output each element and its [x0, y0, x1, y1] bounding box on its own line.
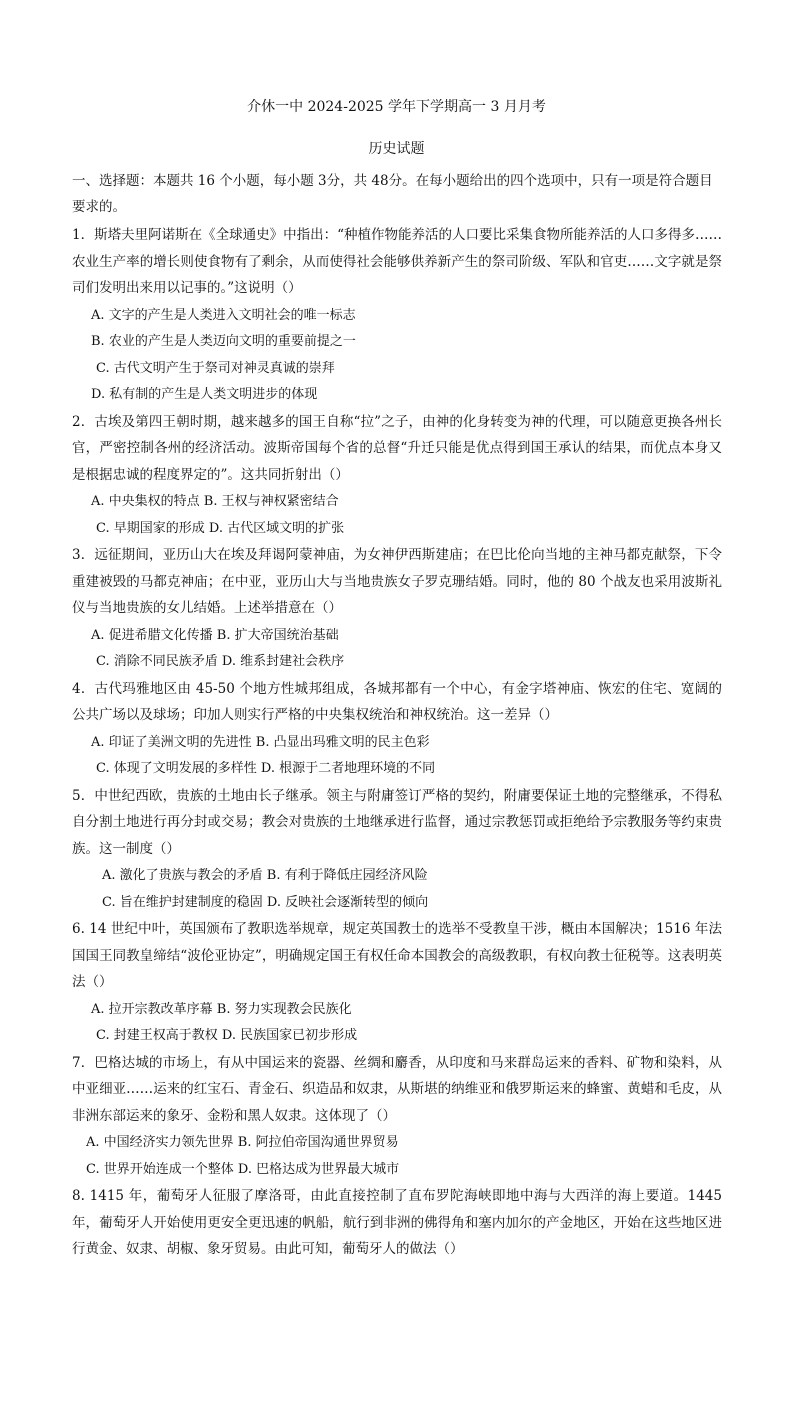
option-c-d: C. 旨在维护封建制度的稳固 D. 反映社会逐渐转型的倾向 — [102, 894, 429, 910]
option-c-d: C. 早期国家的形成 D. 古代区域文明的扩张 — [96, 520, 345, 536]
option-a-b: A. 中央集权的特点 B. 王权与神权紧密结合 — [91, 494, 339, 509]
question-stem: 1．斯塔夫里阿诺斯在《全球通史》中指出：“种植作物能养活的人口要比采集食物所能养活的人口多得多……农业生产率的增长则使食物有了剩余，从而使得社会能够供养新产生的祭司阶级、军队和官吏……文字就是祭司们发明出来用以记事的。”这说明（） — [72, 227, 722, 296]
option-c-d: C. 消除不同民族矛盾 D. 维系封建社会秩序 — [96, 654, 345, 669]
question-2 — [72, 409, 722, 543]
option-a-b: A. 拉开宗教改革序幕 B. 努力实现教会民族化 — [91, 1001, 352, 1017]
question-stem: 3．远征期间，亚历山大在埃及拜谒阿蒙神庙，为女神伊西斯建庙；在巴比伦向当地的主神马都克献祭，下令重建被毁的马都克神庙；在中亚，亚历山大与当地贵族女子罗克珊结婚。同时，他的 80 个战友也采用波斯礼仪与当地贵族的女儿结婚。上述举措意在（） — [72, 547, 722, 616]
option-c-d: C. 世界开始连成一个整体 D. 巴格达成为世界最大城市 — [86, 1161, 400, 1177]
exam-title: 介休一中 2024-2025 学年下学期高一 3 月月考 — [247, 99, 546, 115]
section-heading: 一、选择题：本题共 16 个小题，每小题 3分，共 48分。在每小题给出的四个选项中，只有一项是符合题目要求的。 — [72, 173, 713, 215]
exam-content — [72, 168, 722, 1264]
option-a-b: A. 激化了贵族与教会的矛盾 B. 有利于降低庄园经济风险 — [102, 868, 428, 883]
option-a-b: A. 中国经济实力领先世界 B. 阿拉伯帝国沟通世界贸易 — [86, 1135, 399, 1150]
question-stem: 7．巴格达城的市场上，有从中国运来的瓷器、丝绸和麝香，从印度和马来群岛运来的香料、矿物和染料，从中亚细亚……运来的红宝石、青金石、织造品和奴隶，从斯堪的纳维亚和俄罗斯运来的蜂蜜、黄蜡和毛皮，从非洲东部运来的象牙、金粉和黑人奴隶。这体现了（） — [72, 1054, 722, 1124]
question-7 — [72, 1050, 722, 1184]
option-c: C. 古代文明产生于祭司对神灵真诚的崇拜 — [96, 360, 335, 376]
question-stem: 2．古埃及第四王朝时期，越来越多的国王自称“拉”之子，由神的化身转变为神的代理，可以随意更换各州长官，严密控制各州的经济活动。波斯帝国每个省的总督“升迁只能是优点得到国王承认的结果，而优点本身又是根据忠诚的程度界定的”。这共同折射出（） — [72, 413, 722, 483]
question-4 — [72, 676, 722, 783]
question-stem: 6. 14 世纪中叶，英国颁布了教职选举规章，规定英国教士的选举不受教皇干涉，概由本国解决；1516 年法国国王同教皇缔结“波伦亚协定”，明确规定国王有权任命本国教会的高级教职，有权向教士征税等。这表明英法（） — [72, 921, 722, 990]
option-a-b: A. 印证了美洲文明的先进性 B. 凸显出玛雅文明的民主色彩 — [91, 734, 430, 750]
option-b: B. 农业的产生是人类迈向文明的重要前提之一 — [91, 334, 356, 349]
question-5 — [72, 783, 722, 917]
option-c-d: C. 体现了文明发展的多样性 D. 根源于二者地理环境的不同 — [96, 761, 436, 776]
question-1 — [72, 222, 722, 409]
option-d: D. 私有制的产生是人类文明进步的体现 — [91, 387, 318, 402]
question-stem: 8. 1415 年，葡萄牙人征服了摩洛哥，由此直接控制了直布罗陀海峡即地中海与大西洋的海上要道。1445 年，葡萄牙人开始使用更安全更迅速的帆船，航行到非洲的佛得角和塞内加尔的产金地区，开始在这些地区进行黄金、奴隶、胡椒、象牙贸易。由此可知，葡萄牙人的做法（） — [72, 1188, 722, 1257]
option-a: A. 文字的产生是人类进入文明社会的唯一标志 — [91, 307, 356, 323]
option-c-d: C. 封建王权高于教权 D. 民族国家已初步形成 — [96, 1028, 358, 1043]
option-a-b: A. 促进希腊文化传播 B. 扩大帝国统治基础 — [91, 627, 339, 643]
exam-subject: 历史试题 — [368, 141, 425, 157]
question-stem: 4．古代玛雅地区由 45-50 个地方性城邦组成，各城邦都有一个中心，有金字塔神庙、恢宏的住宅、宽阔的公共广场以及球场；印加人则实行严格的中央集权统治和神权统治。这一差异（） — [72, 680, 722, 723]
question-3 — [72, 542, 722, 676]
question-8 — [72, 1183, 722, 1263]
question-stem: 5．中世纪西欧，贵族的土地由长子继承。领主与附庸签订严格的契约，附庸要保证土地的完整继承，不得私自分割土地进行再分封或交易；教会对贵族的土地继承进行监督，通过宗教惩罚或拒绝给予宗教服务等约束贵族。这一制度（） — [72, 787, 722, 857]
question-6 — [72, 916, 722, 1050]
